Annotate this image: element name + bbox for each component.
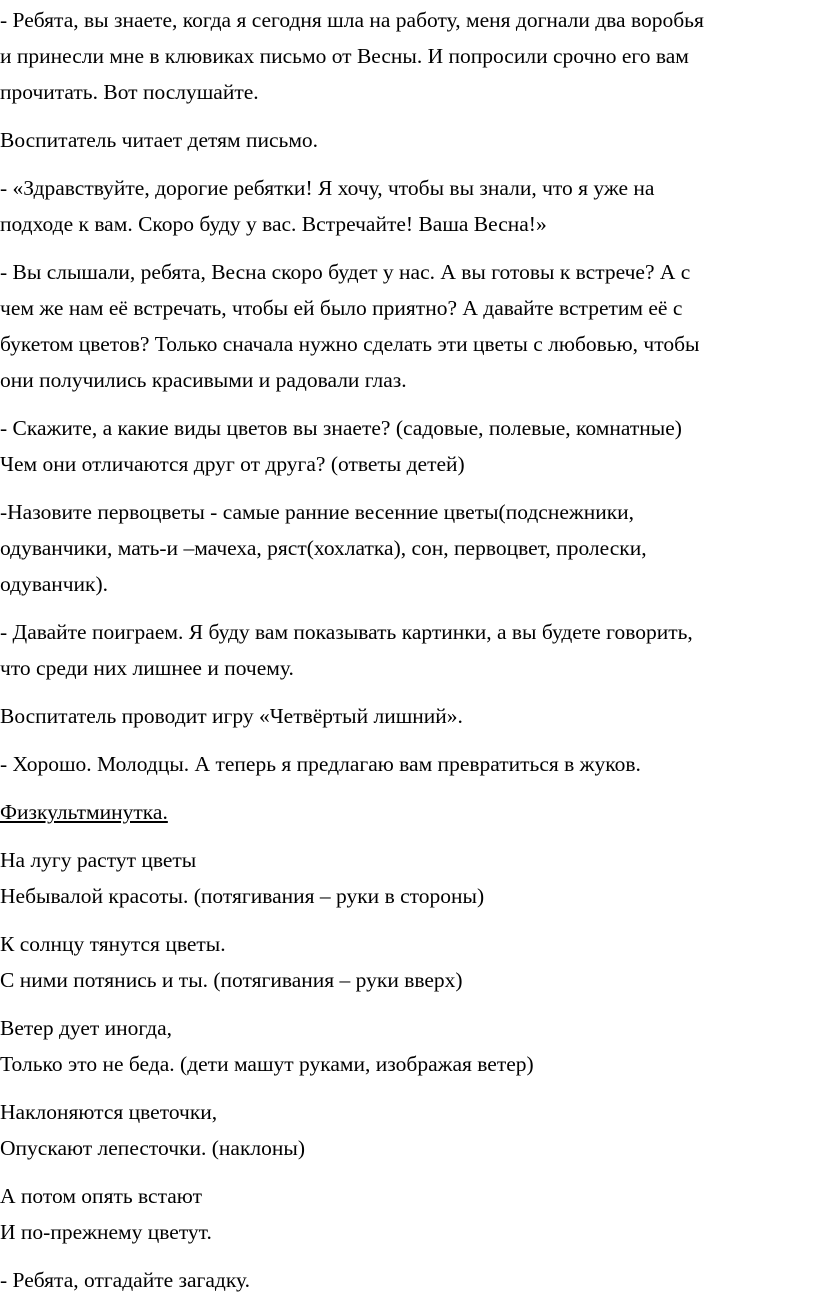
text-line: А потом опять встают xyxy=(0,1184,202,1208)
poem-stanza xyxy=(0,842,816,914)
paragraph-letter-text xyxy=(0,170,816,242)
text-line: Опускают лепесточки. (наклоны) xyxy=(0,1136,305,1160)
text-line: Ветер дует иногда, xyxy=(0,1016,173,1040)
text-line: К солнцу тянутся цветы. xyxy=(0,932,226,956)
text-line: подходе к вам. Скоро буду у вас. Встречайте! Ваша Весна!» xyxy=(0,212,547,236)
paragraph-flower-types xyxy=(0,410,816,482)
heading-text: Физкультминутка. xyxy=(0,800,168,824)
paragraph-lets-play xyxy=(0,614,816,686)
poem-stanza xyxy=(0,926,816,998)
paragraph-spring-coming xyxy=(0,254,816,398)
text-line: С ними потянись и ты. (потягивания – руки вверх) xyxy=(0,968,463,992)
text-line: чем же нам её встречать, чтобы ей было приятно? А давайте встретим её с xyxy=(0,296,683,320)
text-line: - Хорошо. Молодцы. А теперь я предлагаю вам превратиться в жуков. xyxy=(0,752,641,776)
text-line: букетом цветов? Только сначала нужно сделать эти цветы с любовью, чтобы xyxy=(0,332,700,356)
text-line: и принесли мне в клювиках письмо от Весны. И попросили срочно его вам xyxy=(0,44,689,68)
poem-stanza xyxy=(0,1094,816,1166)
paragraph-game xyxy=(0,698,816,734)
paragraph-teacher-reads xyxy=(0,122,816,158)
poem-stanza xyxy=(0,1010,816,1082)
text-line: - Ребята, отгадайте загадку. xyxy=(0,1268,250,1292)
text-line: - Скажите, а какие виды цветов вы знаете? (садовые, полевые, комнатные) xyxy=(0,416,682,440)
paragraph-primroses xyxy=(0,494,816,602)
text-line: что среди них лишнее и почему. xyxy=(0,656,294,680)
poem-stanza xyxy=(0,1178,816,1250)
text-line: они получились красивыми и радовали глаз. xyxy=(0,368,407,392)
text-line: - Давайте поиграем. Я буду вам показывать картинки, а вы будете говорить, xyxy=(0,620,693,644)
paragraph-beetles xyxy=(0,746,816,782)
section-heading-exercise xyxy=(0,794,816,830)
text-line: И по-прежнему цветут. xyxy=(0,1220,212,1244)
text-line: Небывалой красоты. (потягивания – руки в стороны) xyxy=(0,884,485,908)
paragraph-letter-intro xyxy=(0,2,816,110)
text-line: - «Здравствуйте, дорогие ребятки! Я хочу, чтобы вы знали, что я уже на xyxy=(0,176,655,200)
text-line: одуванчик). xyxy=(0,572,109,596)
text-line: -Назовите первоцветы - самые ранние весенние цветы(подснежники, xyxy=(0,500,635,524)
text-line: прочитать. Вот послушайте. xyxy=(0,80,259,104)
text-line: Наклоняются цветочки, xyxy=(0,1100,218,1124)
text-line: Только это не беда. (дети машут руками, изображая ветер) xyxy=(0,1052,534,1076)
text-line: - Ребята, вы знаете, когда я сегодня шла на работу, меня догнали два воробья xyxy=(0,8,704,32)
paragraph-riddle xyxy=(0,1262,816,1298)
text-line: одуванчики, мать-и –мачеха, ряст(хохлатка), сон, первоцвет, пролески, xyxy=(0,536,647,560)
text-line: Воспитатель проводит игру «Четвёртый лишний». xyxy=(0,704,463,728)
text-line: Чем они отличаются друг от друга? (ответы детей) xyxy=(0,452,465,476)
text-line: Воспитатель читает детям письмо. xyxy=(0,128,319,152)
text-line: - Вы слышали, ребята, Весна скоро будет у нас. А вы готовы к встрече? А с xyxy=(0,260,691,284)
text-line: На лугу растут цветы xyxy=(0,848,197,872)
